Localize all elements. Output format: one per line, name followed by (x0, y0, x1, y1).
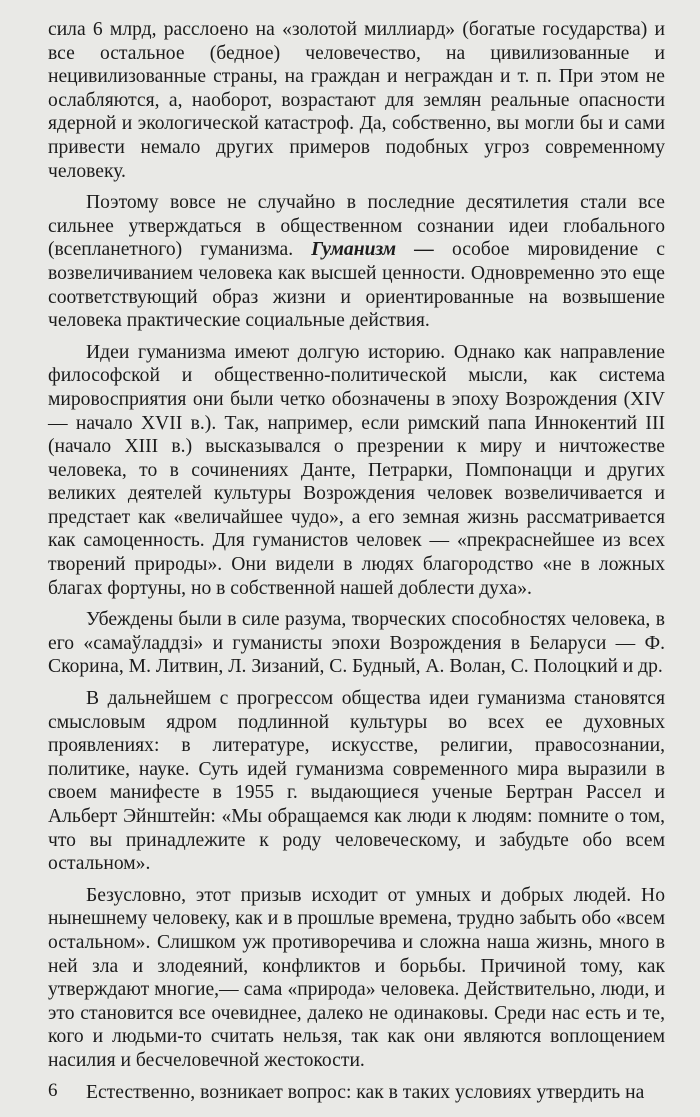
paragraph-4: Убеждены были в силе разума, творческих способностях человека, в его «самаўладдзі» и гуманисты эпохи Возрождения в Беларуси — Ф. Скорина, М. Литвин, Л. Зизаний, С. Будный, А. Волан, С. Полоцкий и др. (48, 609, 665, 678)
page-number: 6 (48, 1080, 58, 1101)
paragraph-2 (48, 191, 665, 333)
paragraph-5: В дальнейшем с прогрессом общества идеи гуманизма становятся смысловым ядром подлинной культуры во всех ее духовных проявлениях: в литературе, искусстве, религии, правосознании, политике, науке. Суть идей гуманизма современного мира выразили в своем манифесте в 1955 г. выдающиеся ученые Бертран Рассел и Альберт Эйнштейн: «Мы обращаемся как люди к людям: помните о том, что вы принадлежите к роду человеческому, и забудьте обо всем остальном». (48, 688, 665, 875)
paragraph-2-definition: особое мировидение с возвеличиванием человека как высшей ценности. Одновременно это еще соответствующий образ жизни и ориентированные на возвышение человека практические социальные действия. (48, 239, 665, 332)
paragraph-6: Безусловно, этот призыв исходит от умных и добрых людей. Но нынешнему человеку, как и в прошлые времена, трудно забыть обо «всем остальном». Слишком уж противоречива и сложна наша жизнь, много в ней зла и злодеяний, конфликтов и борьбы. Причиной тому, как утверждают многие,— сама «природа» человека. Действительно, люди, и это становится все очевиднее, далеко не одинаковы. Среди нас есть и те, кого и людьми-то считать нельзя, так как они являются воплощением насилия и бесчеловечной жестокости. (48, 884, 665, 1071)
paragraph-2-lead: Поэтому вовсе не случайно в последние десятилетия стали все сильнее утверждаться в общественном сознании идеи глобального (всепланетного) гуманизма. (48, 192, 665, 261)
paragraph-1: сила 6 млрд, расслоено на «золотой миллиард» (богатые государства) и все остальное (бедное) человечество, на цивилизованные и нецивилизованные страны, на граждан и неграждан и т. п. При этом не ослабляются, а, наоборот, возрастают для землян реальные опасности ядерной и экологической катастроф. Да, собственно, вы могли бы и сами привести немало других примеров подобных угроз современному человеку. (48, 19, 665, 182)
term-humanism: Гуманизм — (311, 239, 434, 261)
paragraph-3: Идеи гуманизма имеют долгую историю. Однако как направление философской и общественно-политической мысли, как система мировосприятия они были четко обозначены в эпоху Возрождения (XIV — начало XVII в.). Так, например, если римский папа Иннокентий III (начало XIII в.) высказывался о презрении к миру и ничтожестве человека, то в сочинениях Данте, Петрарки, Помпонацци и других великих деятелей культуры Возрождения человек возвеличивается и предстает как «величайшее чудо», а его земная жизнь рассматривается как самоценность. Для гуманистов человек — «прекраснейшее из всех творений природы». Они видели в людях благородство «не в ложных благах фортуны, но в собственной нашей доблести духа». (48, 341, 665, 599)
paragraph-7: Естественно, возникает вопрос: как в таких условиях утвердить на (86, 1081, 645, 1103)
body-text (48, 18, 665, 1104)
